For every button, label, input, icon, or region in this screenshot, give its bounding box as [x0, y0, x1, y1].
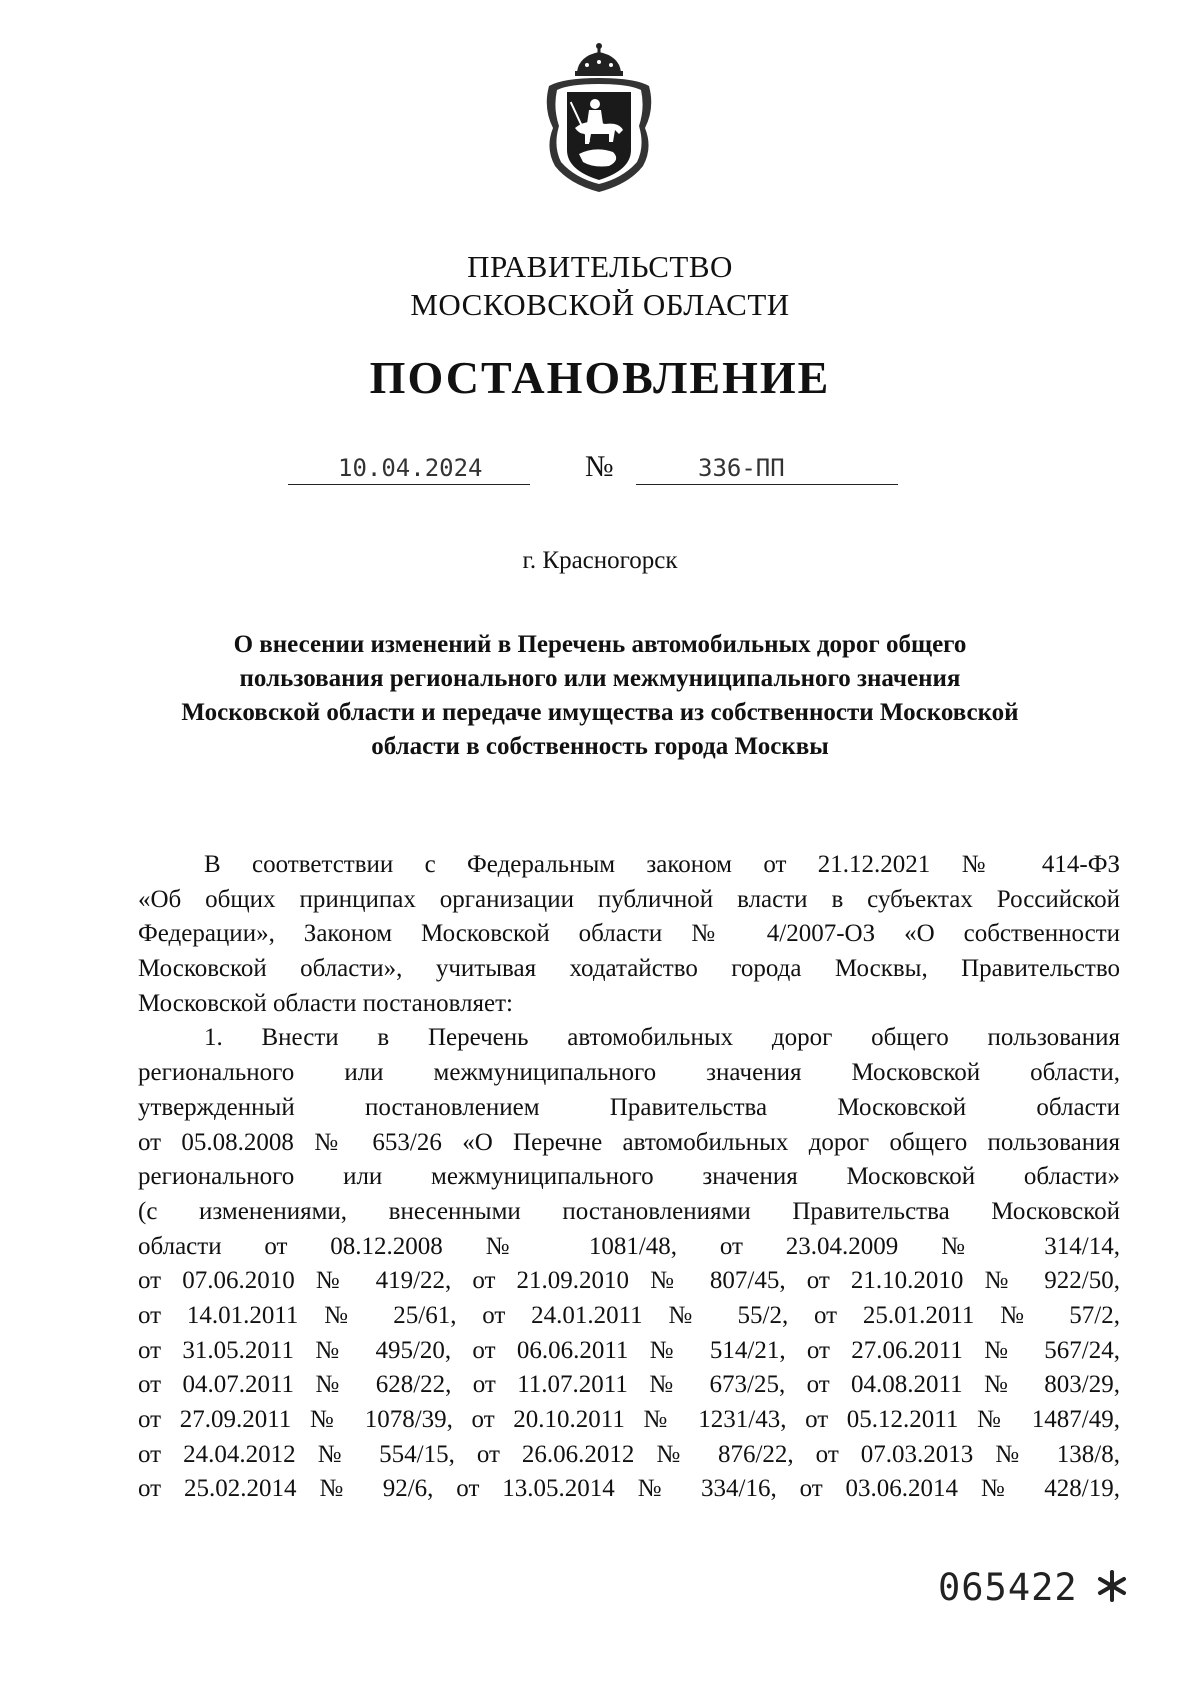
number-underline	[636, 484, 898, 485]
document-type-heading: ПОСТАНОВЛЕНИЕ	[369, 352, 831, 403]
asterisk-icon	[1095, 1569, 1129, 1603]
title-line: пользования регионального или межмуниципального значения	[239, 665, 961, 692]
document-body	[138, 848, 1120, 1507]
coat-of-arms-emblem	[539, 38, 659, 196]
document-title	[140, 628, 1060, 764]
title-line: области в собственность города Москвы	[371, 733, 829, 760]
body-line: «Об общих принципах организации публичной власти в субъектах Российской	[138, 885, 1120, 913]
title-line: Московской области и передаче имущества из собственности Московской	[181, 699, 1019, 726]
body-line: от 05.08.2008 № 653/26 «О Перечне автомобильных дорог общего пользования	[138, 1128, 1120, 1156]
date-underline	[288, 484, 530, 485]
body-line: от 07.06.2010 № 419/22, от 21.09.2010 № 807/45, от 21.10.2010 № 922/50,	[138, 1267, 1120, 1295]
document-number: 336-ПП	[698, 454, 785, 482]
body-line: от 27.09.2011 № 1078/39, от 20.10.2011 № 1231/43, от 05.12.2011 № 1487/49,	[138, 1406, 1120, 1433]
body-line: от 25.02.2014 № 92/6, от 13.05.2014 № 334/16, от 03.06.2014 № 428/19,	[138, 1475, 1120, 1503]
city-name: г. Красногорск	[522, 547, 678, 574]
body-line: от 24.04.2012 № 554/15, от 26.06.2012 № 876/22, от 07.03.2013 № 138/8,	[138, 1440, 1120, 1468]
body-line: Федерации», Законом Московской области № 4/2007-ОЗ «О собственности	[138, 920, 1120, 948]
body-line: регионального или межмуниципального значения Московской области»	[138, 1163, 1120, 1191]
body-line: области от 08.12.2008 № 1081/48, от 23.04.2009 № 314/14,	[138, 1232, 1120, 1260]
number-sign: №	[585, 450, 614, 483]
body-line: 1. Внести в Перечень автомобильных дорог общего пользования	[204, 1024, 1120, 1052]
date-number-line	[0, 448, 1200, 488]
body-line: регионального или межмуниципального значения Московской области,	[138, 1059, 1120, 1087]
body-line: утвержденный постановлением Правительства Московской области	[138, 1093, 1120, 1121]
org-name-line1: ПРАВИТЕЛЬСТВО	[467, 249, 733, 284]
serial-number: 065422	[938, 1566, 1078, 1609]
body-line: Московской области», учитывая ходатайство города Москвы, Правительство	[138, 955, 1120, 983]
document-date: 10.04.2024	[338, 454, 483, 482]
body-line: Московской области постановляет:	[138, 989, 513, 1017]
body-line: от 14.01.2011 № 25/61, от 24.01.2011 № 55/2, от 25.01.2011 № 57/2,	[138, 1301, 1120, 1329]
body-line: от 04.07.2011 № 628/22, от 11.07.2011 № 673/25, от 04.08.2011 № 803/29,	[138, 1371, 1120, 1399]
body-line: от 31.05.2011 № 495/20, от 06.06.2011 № 514/21, от 27.06.2011 № 567/24,	[138, 1336, 1120, 1364]
title-line: О внесении изменений в Перечень автомобильных дорог общего	[233, 631, 967, 658]
body-line: (с изменениями, внесенными постановлениями Правительства Московской	[138, 1197, 1120, 1225]
org-name-line2: МОСКОВСКОЙ ОБЛАСТИ	[410, 287, 790, 322]
body-line: В соответствии с Федеральным законом от 21.12.2021 № 414-ФЗ	[204, 851, 1120, 878]
